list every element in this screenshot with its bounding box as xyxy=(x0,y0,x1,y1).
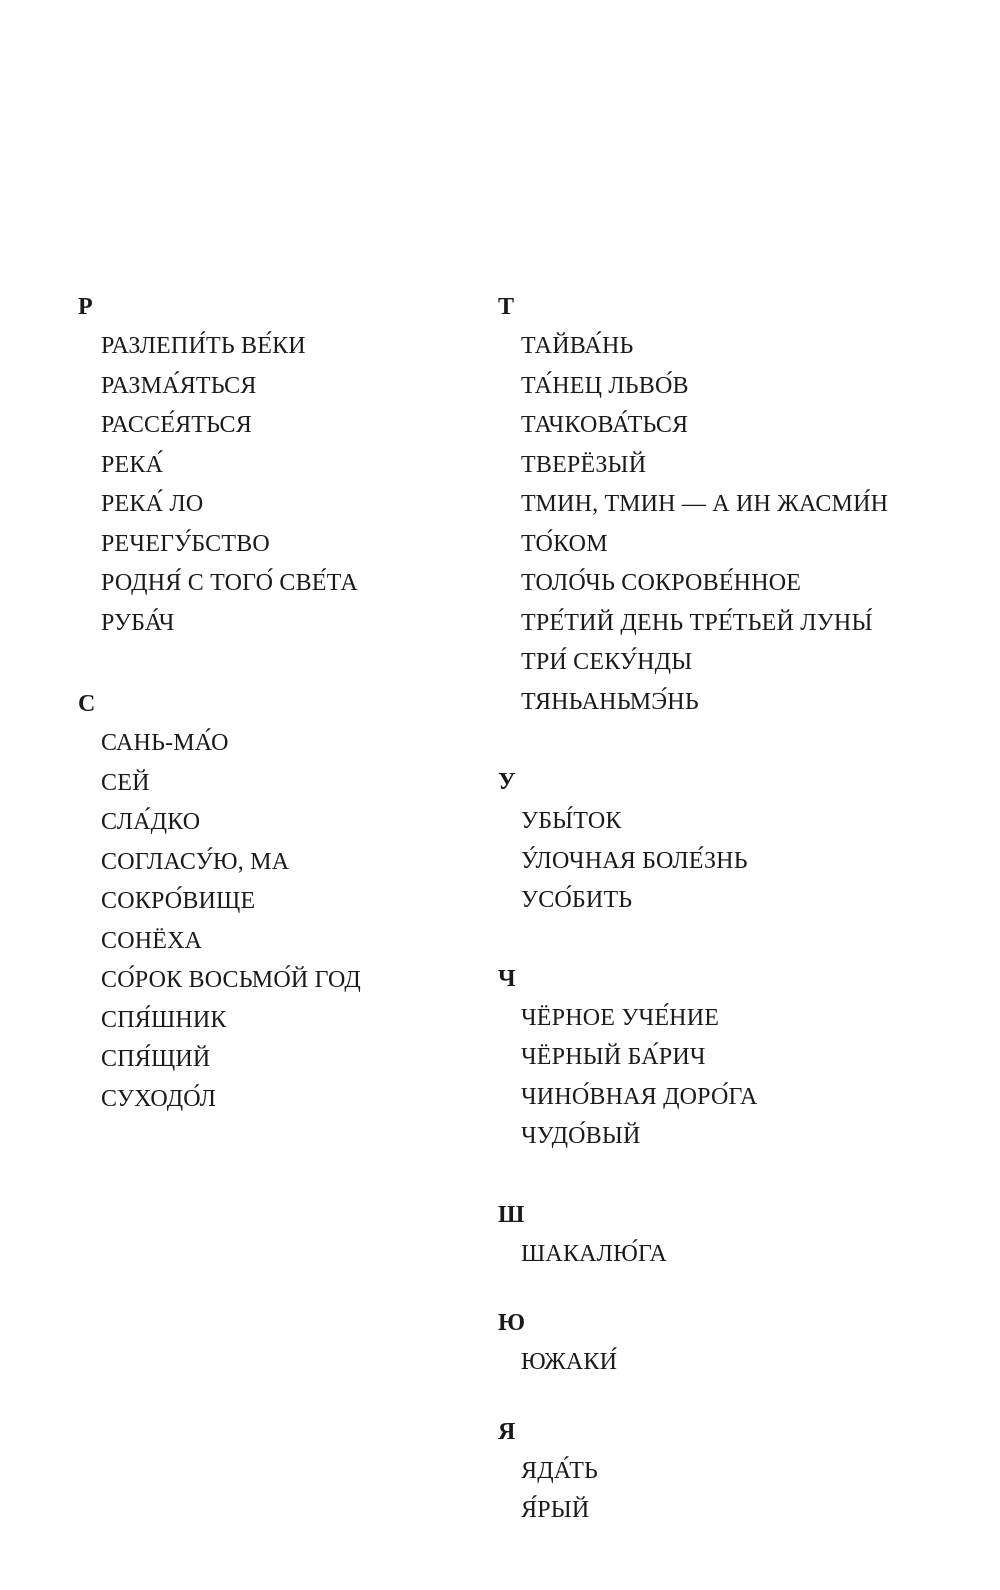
letter-group xyxy=(496,1303,976,1383)
letter-group xyxy=(496,762,976,921)
glossary-entry: СПЯ́ЩИЙ xyxy=(101,1046,211,1072)
letter-group xyxy=(496,287,976,722)
entry-list xyxy=(76,327,476,643)
letter-group xyxy=(76,684,476,1119)
entry-list xyxy=(496,1452,976,1531)
glossary-column-left xyxy=(76,287,476,1119)
glossary-entry: ТВЕРЁЗЫЙ xyxy=(521,451,647,478)
glossary-entry: У́ЛОЧНАЯ БОЛЕ́ЗНЬ xyxy=(521,847,748,874)
glossary-entry: ЧЁРНОЕ УЧЕ́НИЕ xyxy=(521,1004,720,1031)
glossary-entry: СЛА́ДКО xyxy=(101,809,201,835)
glossary-entry: СУХОДО́Л xyxy=(101,1085,217,1112)
entry-list xyxy=(496,1343,976,1383)
glossary-column-right xyxy=(496,287,976,1531)
glossary-entry: РАССЕ́ЯТЬСЯ xyxy=(101,412,252,438)
letter-group xyxy=(76,287,476,643)
glossary-entry: ТАЧКОВА́ТЬСЯ xyxy=(521,412,689,438)
glossary-entry: ЮЖАКИ́ xyxy=(521,1349,618,1375)
glossary-entry: Я́РЫЙ xyxy=(521,1497,590,1523)
glossary-entry: ТРИ́ СЕКУ́НДЫ xyxy=(521,649,693,675)
glossary-entry: ЧИНО́ВНАЯ ДОРО́ГА xyxy=(521,1083,758,1110)
section-letter-heading: С xyxy=(78,691,96,717)
glossary-entry: ТО́КОМ xyxy=(521,530,608,557)
glossary-entry: СОНЁХА xyxy=(101,927,203,954)
glossary-entry: УСО́БИТЬ xyxy=(521,887,633,913)
glossary-entry: СЕЙ xyxy=(101,769,150,796)
glossary-entry: РОДНЯ́ С ТОГО́ СВЕ́ТА xyxy=(101,570,358,596)
glossary-entry: ТРЕ́ТИЙ ДЕНЬ ТРЕ́ТЬЕЙ ЛУНЫ́ xyxy=(521,609,873,636)
glossary-entry: ТАЙВА́НЬ xyxy=(521,333,634,359)
glossary-entry: УБЫ́ТОК xyxy=(521,808,622,834)
section-letter-heading: Я xyxy=(498,1418,516,1445)
glossary-entry: ЧУДО́ВЫЙ xyxy=(521,1123,641,1149)
section-letter-heading: Ш xyxy=(498,1201,525,1228)
section-letter-heading: У xyxy=(498,769,516,795)
glossary-entry: СПЯ́ШНИК xyxy=(101,1006,227,1033)
glossary-entry: РАЗМА́ЯТЬСЯ xyxy=(101,372,257,399)
entry-list xyxy=(496,327,976,722)
entry-list xyxy=(496,999,976,1157)
section-letter-heading: Ч xyxy=(498,965,516,992)
section-letter-heading: Т xyxy=(498,294,515,320)
glossary-entry: ЯДА́ТЬ xyxy=(521,1457,599,1484)
glossary-entry: РУБА́Ч xyxy=(101,609,175,636)
section-letter-heading: Р xyxy=(78,294,93,320)
glossary-entry: ТА́НЕЦ ЛЬВО́В xyxy=(521,372,689,399)
entry-list xyxy=(76,724,476,1119)
glossary-entry: ТЯНЬАНЬМЭ́НЬ xyxy=(521,688,699,715)
letter-group xyxy=(496,959,976,1157)
glossary-entry: РЕЧЕГУ́БСТВО xyxy=(101,530,270,557)
letter-group xyxy=(496,1412,976,1531)
letter-group xyxy=(496,1195,976,1275)
glossary-entry: ШАКАЛЮ́ГА xyxy=(521,1240,668,1267)
entry-list xyxy=(496,802,976,921)
entry-list xyxy=(496,1235,976,1275)
glossary-entry: РЕКА́ xyxy=(101,451,164,478)
glossary-entry: РАЗЛЕПИ́ТЬ ВЕ́КИ xyxy=(101,333,306,359)
glossary-entry: СО́РОК ВОСЬМО́Й ГОД xyxy=(101,967,361,993)
glossary-entry: ТОЛО́ЧЬ СОКРОВЕ́ННОЕ xyxy=(521,570,802,596)
glossary-entry: ТМИН, ТМИН — А ИН ЖАСМИ́Н xyxy=(521,491,889,517)
glossary-entry: РЕКА́ ЛО xyxy=(101,491,204,517)
glossary-entry: СОКРО́ВИЩЕ xyxy=(101,888,256,914)
section-letter-heading: Ю xyxy=(498,1310,526,1336)
glossary-entry: САНЬ-МА́О xyxy=(101,730,229,756)
glossary-entry: СОГЛАСУ́Ю, МА xyxy=(101,848,290,875)
glossary-entry: ЧЁРНЫЙ БА́РИЧ xyxy=(521,1044,706,1070)
